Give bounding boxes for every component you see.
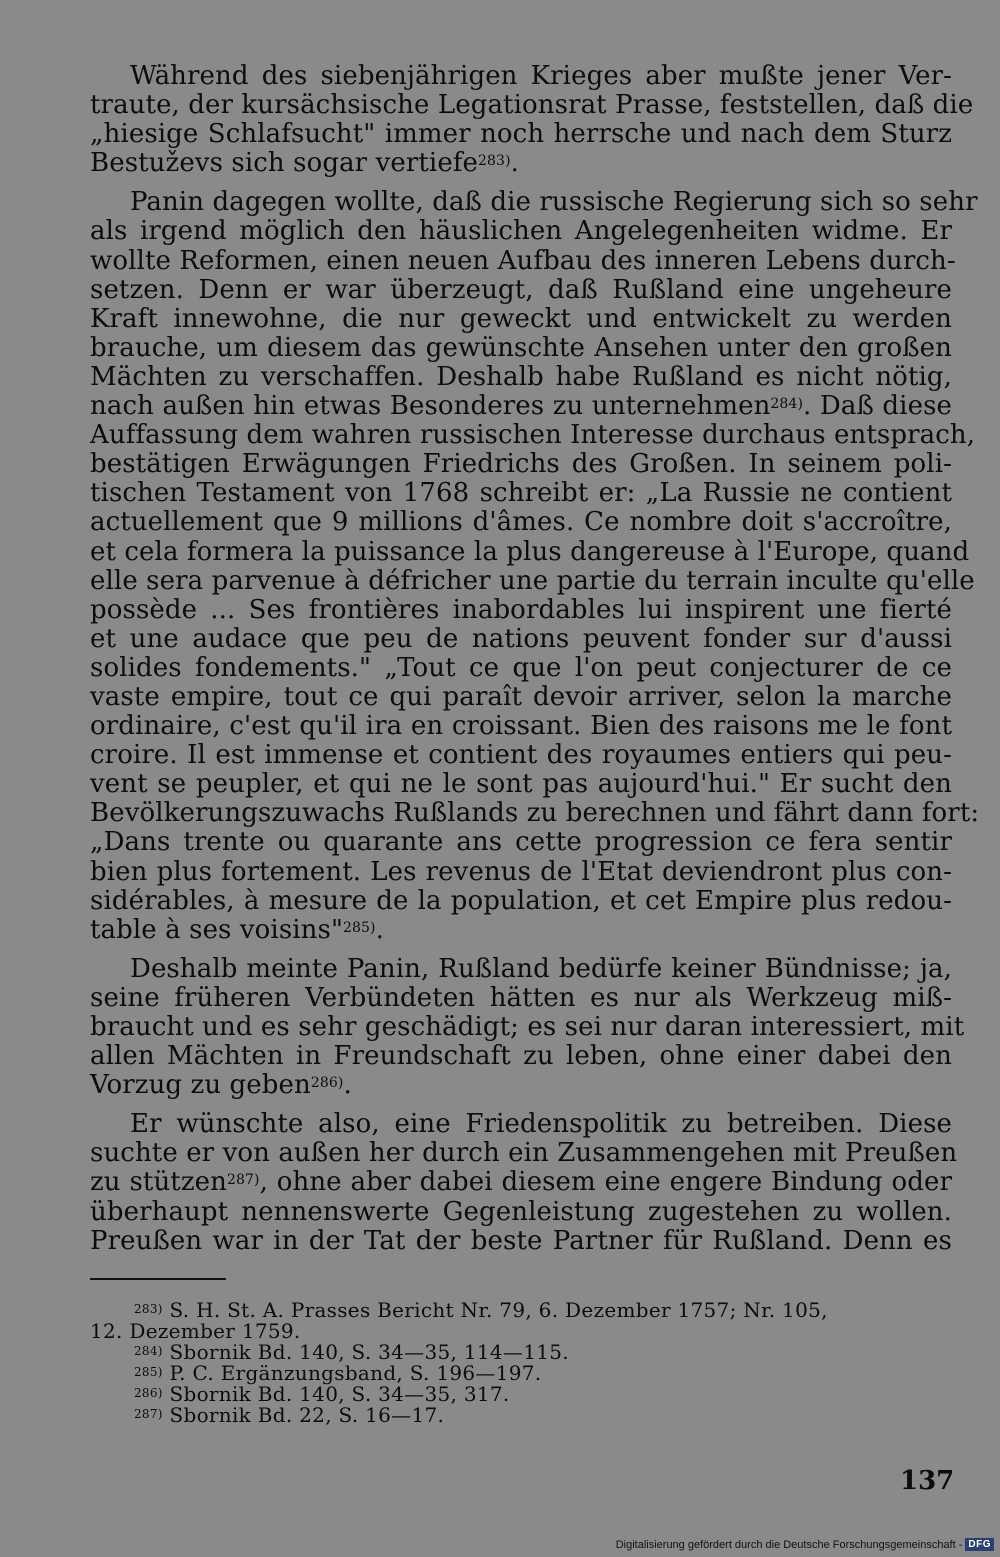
text-line: Er wünschte also, eine Friedenspolitik zu betreiben. Diese [130,1109,952,1140]
footnote-text: S. H. St. A. Prasses Bericht Nr. 79, 6. Dezember 1757; Nr. 105, [169,1298,828,1322]
footnote-ref: 285) [343,919,376,936]
text-line: ordinaire, c'est qu'il ira en croissant. Bien des raisons me le font [90,711,952,742]
text-line: bien plus fortement. Les revenus de l'Etat deviendront plus con- [90,856,952,887]
text-line: Kraft innewohne, die nur geweckt und entwickelt zu werden [90,303,952,334]
footnote-number: 287) [134,1407,163,1421]
footnote-number: 286) [134,1386,163,1400]
text-fragment: nach außen hin etwas Besonderes zu unternehmen [90,391,771,422]
text-line: Bestuževs sich sogar vertiefe$^{283)}$. [90,148,520,179]
page-body [90,61,980,1266]
footnotes [90,1300,952,1426]
text-fragment: Vorzug zu geben [90,1070,311,1101]
paragraph [90,953,965,1101]
footnote-divider [90,1278,226,1280]
text-line: überhaupt nennenswerte Gegenleistung zugestehen zu wollen. [90,1196,952,1227]
paragraph [90,1109,958,1256]
dfg-logo: DFG [965,1538,994,1551]
text-line: bestätigen Erwägungen Friedrichs des Großen. In seinem poli- [90,449,952,480]
text-fragment: Bestuževs sich sogar vertiefe [90,148,479,179]
footnote-text: Sbornik Bd. 140, S. 34—35, 317. [169,1382,510,1406]
text-line: solides fondements." „Tout ce que l'on peut conjecturer de ce [90,652,952,683]
text-line: als irgend möglich den häuslichen Angelegenheiten widme. Er [90,216,952,247]
text-line: croire. Il est immense et contient des royaumes entiers qui peu- [90,740,952,771]
page-number: 137 [900,1466,955,1496]
text-line: vent se peupler, et qui ne le sont pas aujourd'hui." Er sucht den [90,769,952,800]
text-fragment: table à ses voisins" [90,914,344,945]
text-line: suchte er von außen her durch ein Zusammengehen mit Preußen [90,1138,958,1169]
text-line: braucht und es sehr geschädigt; es sei nur daran interessiert, mit [90,1012,965,1042]
footnote-number: 285) [134,1365,163,1379]
text-line: Preußen war in der Tat der beste Partner für Rußland. Denn es [90,1225,952,1256]
text-line [90,392,952,421]
footnote-ref: 283) [478,153,511,170]
footnote [90,1300,952,1321]
footnote-ref: 286) [310,1075,344,1092]
footnote [90,1384,952,1405]
text-line: Vorzug zu geben$^{286)}$. [90,1070,352,1101]
text-line: „hiesige Schlafsucht" immer noch herrsche und nach dem Sturz [90,119,952,150]
text-line: tischen Testament von 1768 schreibt er: „La Russie ne contient [90,478,952,509]
text-line: et cela formera la puissance la plus dangereuse à l'Europe, quand [90,536,970,567]
footnote [90,1363,952,1384]
text-line: actuellement que 9 millions d'âmes. Ce nombre doit s'accroître, [90,507,952,538]
footnote-text: Sbornik Bd. 140, S. 34—35, 114—115. [169,1340,569,1364]
text-fragment: , ohne aber dabei diesem eine engere Bindung oder [259,1167,952,1198]
text-line: seine früheren Verbündeten hätten es nur als Werkzeug miß- [90,982,952,1013]
text-line: sidérables, à mesure de la population, et cet Empire plus redou- [90,885,952,916]
attribution-bar [616,1538,994,1551]
paragraph [90,187,980,945]
footnote-number: 283) [134,1302,163,1316]
text-line: Deshalb meinte Panin, Rußland bedürfe keiner Bündnisse; ja, [130,953,952,984]
text-line: „Dans trente ou quarante ans cette progression ce fera sentir [90,827,952,858]
footnote [90,1405,952,1426]
text-fragment: . Daß diese [803,391,952,422]
text-line: table à ses voisins"$^{285)}$. [90,914,384,945]
text-fragment: zu stützen [90,1167,227,1198]
text-line [90,1168,952,1197]
text-line: wollte Reformen, einen neuen Aufbau des inneren Lebens durch- [90,245,956,276]
footnote-text: P. C. Ergänzungsband, S. 196—197. [169,1361,542,1385]
text-line: elle sera parvenue à défricher une partie du terrain inculte qu'elle [90,565,975,596]
footnote-text: Sbornik Bd. 22, S. 16—17. [169,1403,445,1427]
footnote-number: 284) [134,1344,163,1358]
text-line: traute, der kursächsische Legationsrat Prasse, feststellen, daß die [90,90,974,121]
text-line: vaste empire, tout ce qui paraît devoir arriver, selon la marche [90,681,952,712]
paragraph [90,61,974,179]
attribution-text: Digitalisierung gefördert durch die Deutsche Forschungsgemeinschaft - [615,1538,963,1551]
text-line: possède ... Ses frontières inabordables lui inspirent une fierté [90,594,952,625]
footnote-text: 12. Dezember 1759. [90,1319,301,1343]
text-line: Panin dagegen wollte, daß die russische Regierung sich so sehr [130,187,978,218]
text-line: allen Mächten in Freundschaft zu leben, ohne einer dabei den [90,1041,952,1072]
text-line: Mächten zu verschaffen. Deshalb habe Rußland es nicht nötig, [90,361,952,392]
footnote-continuation [90,1321,952,1342]
footnote [90,1342,952,1363]
text-line: setzen. Denn er war überzeugt, daß Rußland eine ungeheure [90,274,952,305]
text-line: Auffassung dem wahren russischen Interesse durchaus entsprach, [90,420,976,451]
text-line: Bevölkerungszuwachs Rußlands zu berechnen und fährt dann fort: [90,798,980,829]
footnote-ref: 284) [770,396,804,413]
text-line: brauche, um diesem das gewünschte Ansehen unter den großen [90,332,952,363]
text-line: Während des siebenjährigen Krieges aber mußte jener Ver- [130,61,952,91]
footnote-ref: 287) [226,1172,260,1189]
text-line: et une audace que peu de nations peuvent fonder sur d'aussi [90,623,952,654]
